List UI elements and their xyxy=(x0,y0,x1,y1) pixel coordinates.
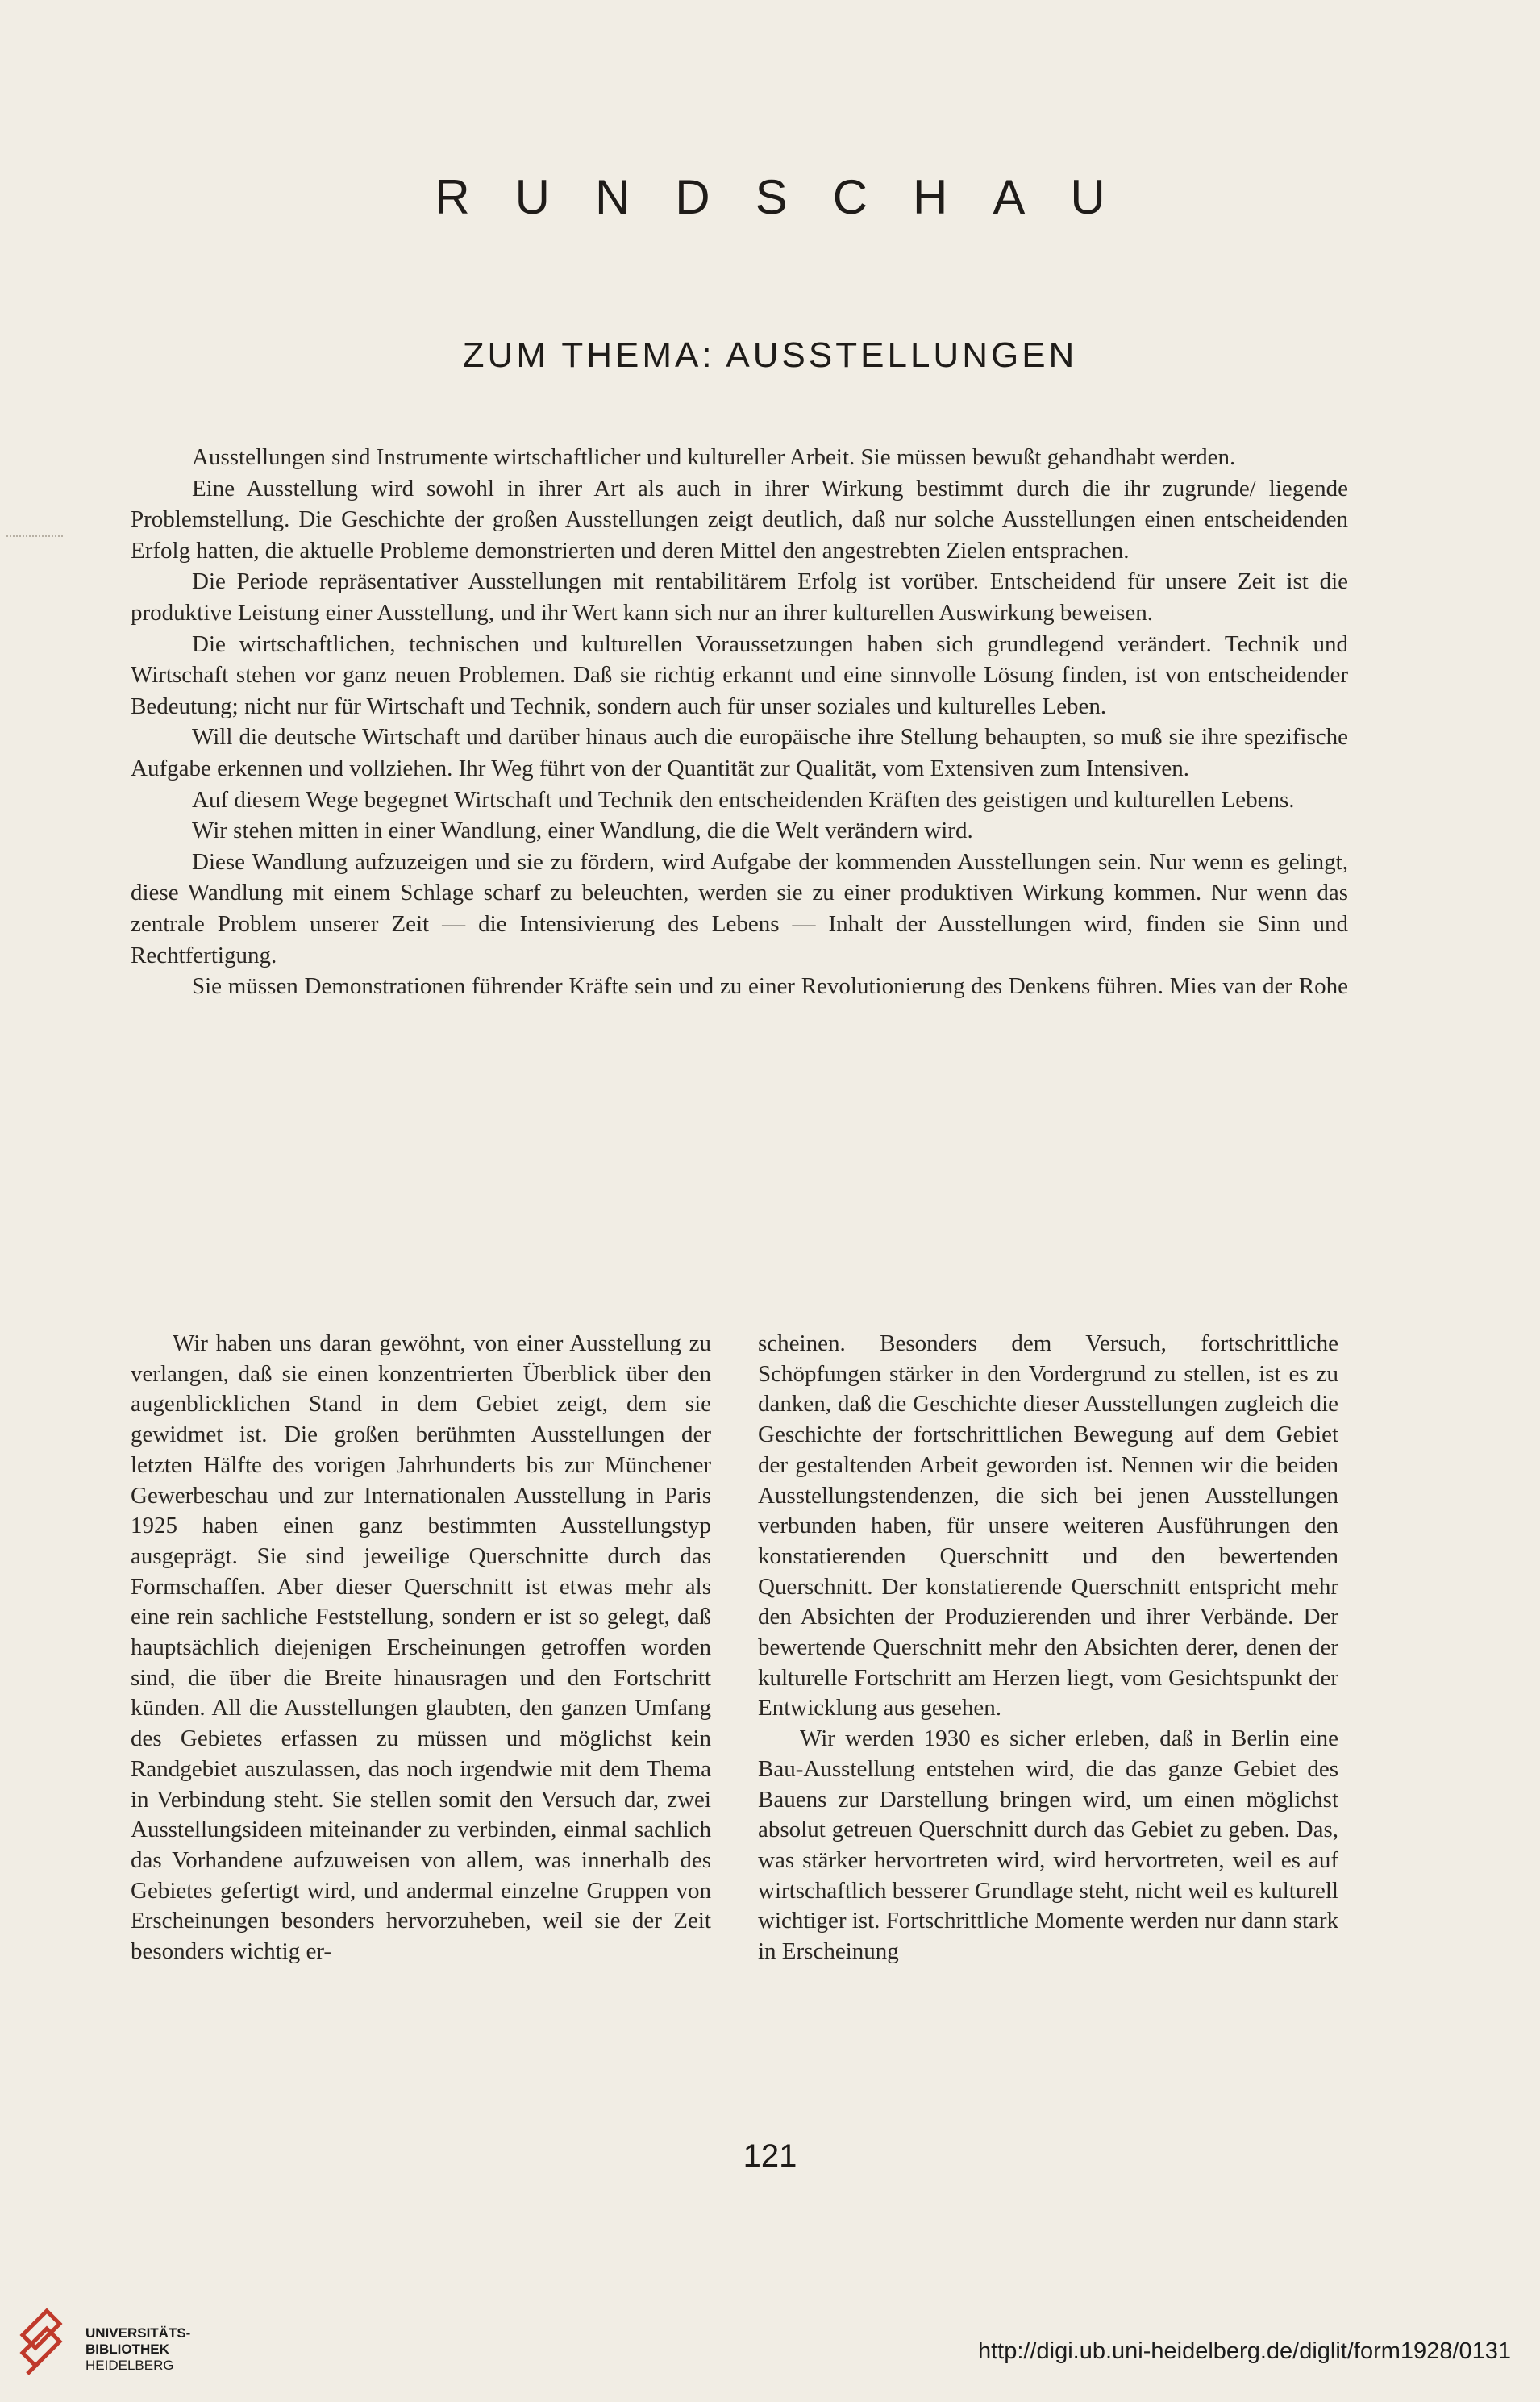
manifesto-last-paragraph xyxy=(131,971,1348,1002)
article-left-column xyxy=(131,1329,711,1967)
manifesto-paragraph: Auf diesem Wege begegnet Wirtschaft und Technik den entscheidenden Kräften des geistigen und kulturellen Lebens. xyxy=(192,786,1295,813)
library-name-line: UNIVERSITÄTS- xyxy=(85,2325,191,2341)
author-signature: Mies van der Rohe xyxy=(1169,973,1349,1000)
ub-heidelberg-logo-icon xyxy=(15,2303,68,2380)
manifesto-text xyxy=(131,442,1348,1002)
article-paragraph: Wir werden 1930 es sicher erleben, daß in Berlin eine Bau-Ausstellung entstehen wird, die das ganze Gebiet des Bauens zur Darstellung bringen wird, um einen möglichst absolut getreuen Querschnitt durch das Gebiet zu geben. Das, was stärker hervortreten wird, wird hervortreten, weil es auf wirtschaftlich besserer Grundlage steht, nicht weil es kulturell wichtiger ist. Fortschrittliche Momente werden nur dann stark in Erscheinung xyxy=(758,1726,1338,1965)
manifesto-paragraph: Diese Wandlung aufzuzeigen und sie zu fördern, wird Aufgabe der kommenden Ausstellungen sein. Nur wenn es gelingt, diese Wandlung mit einem Schlage scharf zu beleuchten, werden sie zu einer produktiven Wirkung kommen. Nur wenn das zentrale Problem unserer Zeit — die Intensivierung des Lebens — Inhalt der Ausstellungen wird, finden sie Sinn und Rechtfertigung. xyxy=(131,848,1348,968)
library-name-line: BIBLIOTHEK xyxy=(85,2342,169,2357)
article-paragraph: Wir haben uns daran gewöhnt, von einer Ausstellung zu verlangen, daß sie einen konzentrierten Überblick über den augenblicklichen Stand in dem Gebiet zeigt, dem sie gewidmet ist. Die großen berühmten Ausstellungen der letzten Hälfte des vorigen Jahrhunderts bis zur Münchener Gewerbeschau und zur Internationalen Ausstellung in Paris 1925 haben einen ganz bestimmten Ausstellungstyp ausgeprägt. Sie sind jeweilige Querschnitte durch das Formschaffen. Aber dieser Querschnitt ist etwas mehr als eine rein sachliche Feststellung, sondern er ist so gelegt, daß hauptsächlich diejenigen Erscheinungen getroffen worden sind, die über die Breite hinausragen und den Fortschritt künden. All die Ausstellungen glaubten, den ganzen Umfang des Gebietes erfassen zu müssen und möglichst kein Randgebiet auszulassen, das noch irgendwie mit dem Thema in Verbindung steht. Sie stellen somit den Versuch dar, zwei Ausstellungsideen miteinander zu verbinden, einmal sachlich das Vorhandene aufzuweisen von allem, was innerhalb des Gebietes gefertigt wird, und andermal einzelne Gruppen von Erscheinungen besonders hervorzuheben, weil sie der Zeit besonders wichtig er- xyxy=(131,1330,711,1965)
scan-margin-mark xyxy=(6,535,63,539)
article-paragraph: scheinen. Besonders dem Versuch, fortschrittliche Schöpfungen stärker in den Vordergrund zu stellen, ist es zu danken, daß die Geschichte dieser Ausstellungen zugleich die Geschichte der fortschrittlichen Bewegung auf dem Gebiet der gestaltenden Arbeit geworden ist. Nennen wir die beiden Ausstellungstendenzen, die sich bei jenen Ausstellungen verbunden haben, für unsere weiteren Ausführungen den konstatierenden Querschnitt und den bewertenden Querschnitt. Der konstatierende Querschnitt entspricht mehr den Absichten der Produzierenden und ihrer Verbände. Der bewertende Querschnitt mehr den Absichten derer, denen der kulturelle Fortschritt am Herzen liegt, vom Gesichtspunkt der Entwicklung aus gesehen. xyxy=(758,1330,1338,1721)
manifesto-paragraph: Die Periode repräsentativer Ausstellungen mit rentabilitärem Erfolg ist vorüber. Entscheidend für unsere Zeit ist die produktive Leistung einer Ausstellung, und ihr Wert kann sich nur an ihrer kulturellen Auswirkung beweisen. xyxy=(131,568,1348,626)
page-title: RUNDSCHAU xyxy=(435,170,1151,224)
article-right-column xyxy=(758,1329,1338,1967)
page-number: 121 xyxy=(743,2138,797,2174)
manifesto-closing-text: Sie müssen Demonstrationen führender Kräfte sein und zu einer Revolutionierung des Denkens führen. xyxy=(192,973,1163,1000)
manifesto-paragraph: Eine Ausstellung wird sowohl in ihrer Art als auch in ihrer Wirkung bestimmt durch die ihr zugrunde/ liegende Problemstellung. Die Geschichte der großen Ausstellungen zeigt deutlich, daß nur solche Ausstellungen einen entscheidenden Erfolg hatten, die aktuelle Probleme demonstrierten und deren Mittel den angestrebten Zielen entsprachen. xyxy=(131,475,1348,564)
manifesto-paragraph: Will die deutsche Wirtschaft und darüber hinaus auch die europäische ihre Stellung behaupten, so muß sie ihre spezifische Aufgabe erkennen und vollziehen. Ihr Weg führt von der Quantität zur Qualität, vom Extensiven zum Intensiven. xyxy=(131,724,1348,781)
article-heading: ZUM THEMA: AUSSTELLUNGEN xyxy=(462,335,1078,375)
library-name xyxy=(85,2325,190,2374)
manifesto-paragraph: Ausstellungen sind Instrumente wirtschaftlicher und kultureller Arbeit. Sie müssen bewußt gehandhabt werden. xyxy=(192,444,1236,470)
library-city: HEIDELBERG xyxy=(85,2358,174,2373)
manifesto-paragraph: Die wirtschaftlichen, technischen und kulturellen Voraussetzungen haben sich grundlegend verändert. Technik und Wirtschaft stehen vor ganz neuen Problemen. Daß sie richtig erkannt und eine sinnvolle Lösung finden, ist von entscheidender Bedeutung; nicht nur für Wirtschaft und Technik, sondern auch für unser soziales und kulturelles Leben. xyxy=(131,631,1348,719)
manifesto-paragraph: Wir stehen mitten in einer Wandlung, einer Wandlung, die die Welt verändern wird. xyxy=(192,818,973,844)
source-url-link[interactable]: http://digi.ub.uni-heidelberg.de/diglit/form1928/0131 xyxy=(977,2338,1511,2364)
